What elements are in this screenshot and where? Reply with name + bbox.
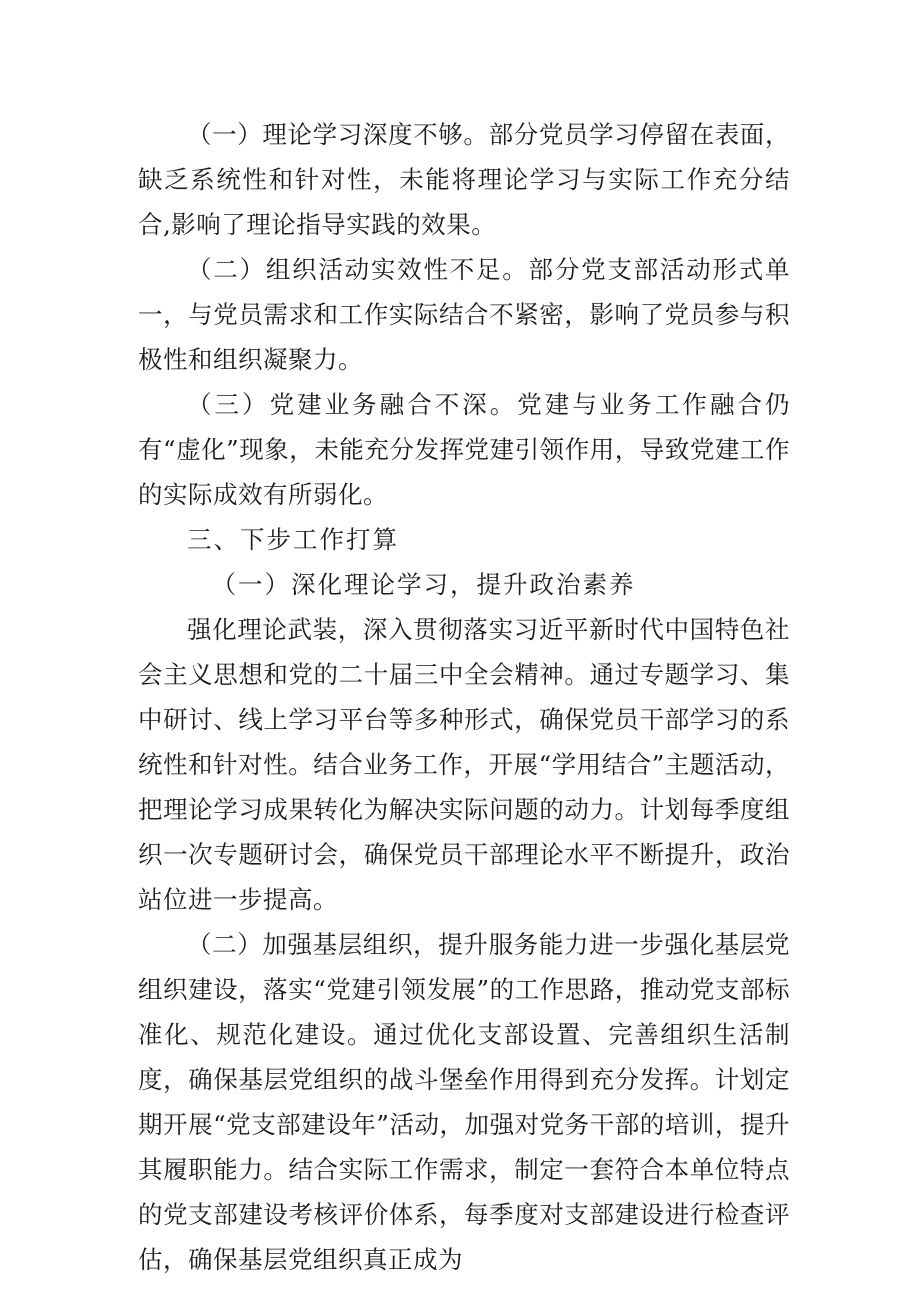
paragraph-integration-issue: （三）党建业务融合不深。党建与业务工作融合仍有“虚化”现象，未能充分发挥党建引领作用，导致党建工作的实际成效有所弱化。 bbox=[138, 390, 790, 509]
paragraph-organization-activity-issue: （二）组织活动实效性不足。部分党支部活动形式单一，与党员需求和工作实际结合不紧密，影响了党员参与积极性和组织凝聚力。 bbox=[138, 255, 790, 374]
document-body bbox=[138, 112, 790, 1282]
paragraph-grassroots-organization-plan: （二）加强基层组织，提升服务能力进一步强化基层党组织建设，落实“党建引领发展”的工作思路，推动党支部标准化、规范化建设。通过优化支部设置、完善组织生活制度，确保基层党组织的战斗堡垒作用得到充分发挥。计划定期开展“党支部建设年”活动，加强对党务干部的培训，提升其履职能力。结合实际工作需求，制定一套符合本单位特点的党支部建设考核评价体系，每季度对支部建设进行检查评估，确保基层党组织真正成为 bbox=[138, 930, 790, 1274]
paragraph-theory-study-issue: （一）理论学习深度不够。部分党员学习停留在表面，缺乏系统性和针对性，未能将理论学习与实际工作充分结合,影响了理论指导实践的效果。 bbox=[138, 120, 790, 239]
paragraph-theory-study-plan: 强化理论武装，深入贯彻落实习近平新时代中国特色社会主义思想和党的二十届三中全会精神。通过专题学习、集中研讨、线上学习平台等多种形式，确保党员干部学习的系统性和针对性。结合业务工作，开展“学用结合”主题活动，把理论学习成果转化为解决实际问题的动力。计划每季度组织一次专题研讨会，确保党员干部理论水平不断提升，政治站位进一步提高。 bbox=[138, 615, 790, 914]
section-heading-next-steps: 三、下步工作打算 bbox=[187, 525, 399, 554]
subheading-deepen-theory-study: （一）深化理论学习，提升政治素养 bbox=[211, 570, 636, 599]
